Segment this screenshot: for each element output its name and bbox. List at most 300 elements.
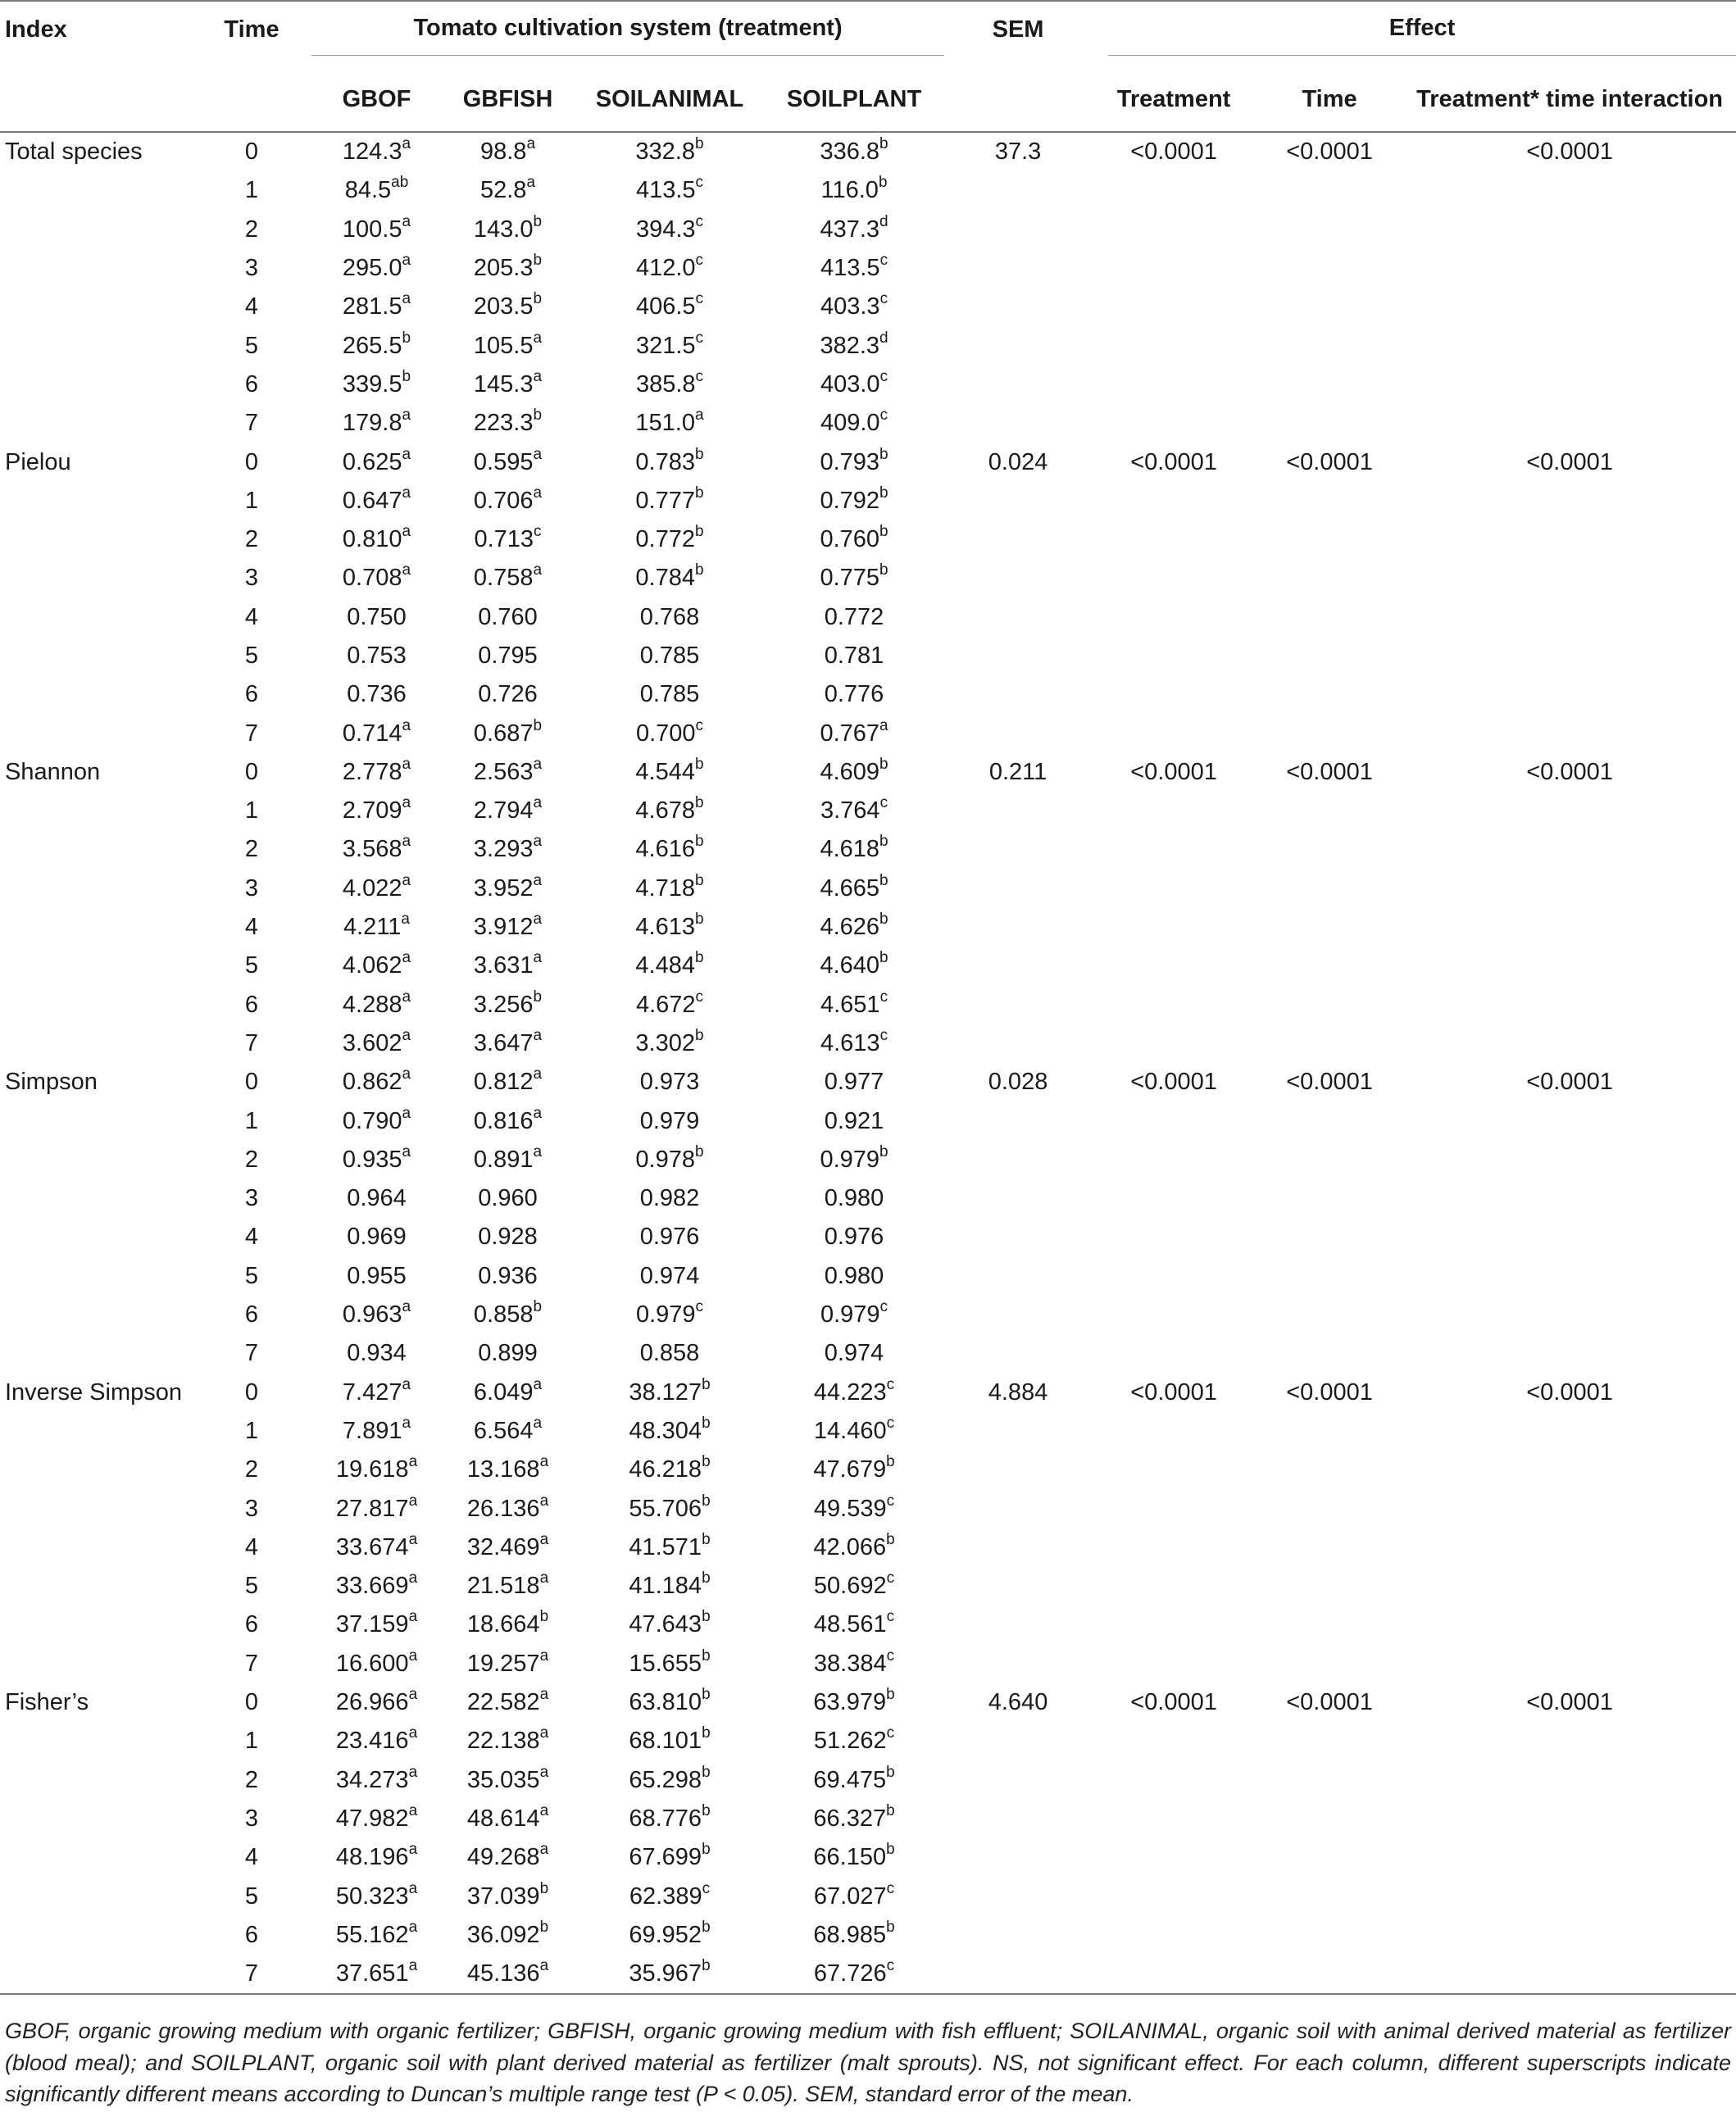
value-cell (764, 792, 944, 830)
sem-cell (944, 171, 1092, 210)
value-cell (440, 1955, 575, 1994)
value: 4.022 (342, 874, 402, 902)
value-cell (575, 1606, 764, 1644)
value-cell (764, 947, 944, 985)
value: 0.977 (824, 1069, 884, 1096)
table-row (0, 1141, 1736, 1179)
value-cell (575, 520, 764, 559)
effect-cell (1403, 366, 1736, 404)
effect-cell (1403, 792, 1736, 830)
superscript-letter: a (402, 794, 411, 812)
value-cell (313, 482, 440, 520)
sem-cell: 0.024 (988, 448, 1048, 475)
value-cell (440, 211, 575, 249)
sem-cell (944, 1451, 1092, 1489)
superscript-letter: b (879, 833, 888, 851)
effect-cell (1403, 908, 1736, 947)
superscript-letter: b (702, 1608, 711, 1626)
value-cell (440, 1838, 575, 1877)
superscript-letter: a (408, 1801, 418, 1819)
superscript-letter: b (702, 1801, 711, 1819)
value-cell (440, 830, 575, 869)
effect-cell (1256, 986, 1403, 1024)
superscript-letter: b (886, 1801, 895, 1819)
value: 35.967 (629, 1960, 702, 1987)
value: 67.699 (629, 1844, 702, 1871)
value-cell (764, 1024, 944, 1063)
superscript-letter: a (539, 1801, 549, 1819)
index-cell (0, 520, 190, 559)
superscript-letter: c (879, 1026, 888, 1044)
sem-cell (944, 559, 1092, 597)
value: 0.750 (347, 603, 407, 630)
table-row (0, 326, 1736, 365)
value: 4.618 (820, 836, 880, 863)
value-cell (575, 1024, 764, 1063)
effect-cell (1092, 1838, 1256, 1877)
effect-cell: <0.0001 (1286, 758, 1373, 785)
value: 105.5 (473, 332, 534, 359)
effect-cell (1092, 211, 1256, 249)
header-sem: SEM (992, 16, 1044, 43)
value-cell (764, 1451, 944, 1489)
superscript-letter: a (879, 716, 888, 734)
effect-cell: <0.0001 (1130, 758, 1217, 785)
effect-cell (1256, 520, 1403, 559)
index-cell (0, 288, 190, 326)
value: 4.544 (635, 758, 695, 785)
effect-cell (1256, 249, 1403, 288)
value-cell (575, 1683, 764, 1722)
table-row (0, 1567, 1736, 1606)
value-cell (575, 559, 764, 597)
effect-cell: <0.0001 (1130, 1378, 1217, 1406)
value: 69.952 (629, 1921, 702, 1948)
effect-cell (1256, 947, 1403, 985)
value-cell (313, 443, 440, 481)
index-cell (0, 1760, 190, 1799)
value-cell (313, 1257, 440, 1296)
value: 0.921 (824, 1107, 884, 1134)
table-row (0, 288, 1736, 326)
sem-cell (944, 1179, 1092, 1218)
value-cell (575, 1451, 764, 1489)
value: 3.256 (473, 991, 534, 1018)
value: 4.678 (635, 797, 695, 824)
index-cell (0, 249, 190, 288)
value: 0.713 (474, 526, 534, 553)
value: 48.561 (813, 1611, 887, 1638)
index-cell (0, 1451, 190, 1489)
superscript-letter: b (886, 1686, 895, 1704)
value: 382.3 (820, 332, 880, 359)
value-cell (764, 1334, 944, 1373)
value-cell (440, 1683, 575, 1722)
value-cell (764, 1955, 944, 1994)
time-cell: 2 (244, 526, 259, 553)
superscript-letter: b (878, 174, 888, 192)
time-cell: 5 (244, 1573, 259, 1600)
value-cell (440, 598, 575, 637)
index-cell: Fisher’s (5, 1689, 89, 1716)
value: 0.714 (342, 720, 402, 747)
effect-cell (1092, 1412, 1256, 1451)
superscript-letter: b (879, 871, 888, 889)
value-cell (313, 1838, 440, 1877)
effect-cell (1092, 1567, 1256, 1606)
sem-cell (944, 1645, 1092, 1683)
effect-cell (1256, 1024, 1403, 1063)
value-cell (764, 1567, 944, 1606)
sem-cell (944, 1916, 1092, 1955)
value: 63.979 (813, 1689, 887, 1716)
value: 0.979 (635, 1301, 696, 1329)
value-cell (313, 986, 440, 1024)
effect-cell (1092, 1528, 1256, 1567)
value: 51.262 (813, 1728, 887, 1755)
sem-cell (944, 792, 1092, 830)
superscript-letter: b (695, 561, 704, 579)
value-cell (575, 482, 764, 520)
superscript-letter: a (526, 174, 536, 192)
value: 0.700 (635, 720, 696, 747)
index-cell (0, 1645, 190, 1683)
value: 49.268 (466, 1844, 540, 1871)
value: 0.726 (478, 681, 538, 708)
value: 437.3 (820, 216, 880, 243)
time-cell: 4 (244, 1224, 259, 1251)
value-cell (575, 830, 764, 869)
value: 281.5 (342, 293, 402, 320)
value-cell (440, 675, 575, 714)
effect-cell (1092, 1451, 1256, 1489)
effect-cell (1403, 1101, 1736, 1140)
value-cell (575, 1412, 764, 1451)
value: 66.150 (813, 1844, 887, 1871)
value: 27.817 (335, 1495, 409, 1522)
table-row (0, 1179, 1736, 1218)
value: 42.066 (813, 1533, 887, 1560)
effect-cell (1092, 830, 1256, 869)
table-row (0, 1489, 1736, 1528)
superscript-letter: a (539, 1724, 549, 1742)
effect-cell (1256, 637, 1403, 675)
superscript-letter: b (695, 1142, 704, 1160)
value: 32.469 (466, 1533, 540, 1560)
value-cell (764, 714, 944, 752)
value-cell (764, 1838, 944, 1877)
value-cell (575, 598, 764, 637)
time-cell: 6 (244, 370, 259, 397)
value-cell (440, 482, 575, 520)
effect-cell (1256, 1955, 1403, 1994)
superscript-letter: b (539, 1879, 549, 1897)
effect-cell (1256, 908, 1403, 947)
value-cell (313, 1916, 440, 1955)
effect-cell (1256, 171, 1403, 210)
effect-cell (1256, 1606, 1403, 1644)
value-cell (764, 482, 944, 520)
value: 50.692 (813, 1573, 887, 1600)
superscript-letter: a (402, 135, 411, 153)
superscript-letter: c (886, 1724, 895, 1742)
value-cell (313, 598, 440, 637)
superscript-letter: a (408, 1957, 418, 1975)
value: 0.979 (820, 1301, 880, 1329)
value-cell (313, 211, 440, 249)
effect-cell (1092, 1800, 1256, 1838)
effect-cell (1403, 520, 1736, 559)
value-cell (313, 1334, 440, 1373)
value: 2.563 (473, 758, 534, 785)
value: 0.760 (820, 526, 880, 553)
superscript-letter: a (402, 1104, 411, 1122)
value-cell (440, 1296, 575, 1334)
value-cell (575, 1141, 764, 1179)
superscript-letter: c (886, 1375, 895, 1393)
value: 0.706 (473, 487, 534, 514)
value: 321.5 (635, 332, 696, 359)
index-cell (0, 1606, 190, 1644)
index-cell (0, 326, 190, 365)
superscript-letter: a (533, 911, 543, 929)
time-cell: 0 (244, 758, 259, 785)
index-cell (0, 1528, 190, 1567)
sem-cell (944, 211, 1092, 249)
value: 55.706 (629, 1495, 702, 1522)
superscript-letter: a (402, 949, 411, 967)
superscript-letter: b (695, 911, 704, 929)
time-cell: 4 (244, 603, 259, 630)
value-cell (764, 870, 944, 908)
effect-cell: <0.0001 (1526, 1378, 1613, 1406)
effect-cell (1092, 986, 1256, 1024)
value: 124.3 (342, 139, 402, 166)
value: 47.982 (335, 1805, 409, 1832)
value: 403.0 (820, 370, 880, 397)
value: 48.304 (629, 1417, 702, 1444)
effect-cell (1403, 947, 1736, 985)
value: 4.665 (820, 874, 880, 902)
time-cell: 1 (244, 1728, 259, 1755)
superscript-letter: b (879, 445, 888, 463)
table-row (0, 1760, 1736, 1799)
time-cell: 6 (244, 681, 259, 708)
value: 22.582 (466, 1689, 540, 1716)
value-cell (575, 404, 764, 443)
value: 63.810 (629, 1689, 702, 1716)
index-cell (0, 1916, 190, 1955)
superscript-letter: a (402, 1375, 411, 1393)
value-cell (313, 1412, 440, 1451)
value: 26.136 (466, 1495, 540, 1522)
effect-cell (1403, 1179, 1736, 1218)
table-row (0, 1800, 1736, 1838)
effect-cell (1403, 1334, 1736, 1373)
superscript-letter: a (533, 1104, 543, 1122)
value-cell (764, 1296, 944, 1334)
effect-cell (1092, 870, 1256, 908)
table-row (0, 1257, 1736, 1296)
index-cell (0, 404, 190, 443)
superscript-letter: a (533, 367, 543, 385)
effect-cell (1403, 1800, 1736, 1838)
value: 0.775 (820, 565, 880, 592)
value-cell (440, 1063, 575, 1101)
header-gbfish: GBFISH (462, 85, 553, 112)
superscript-letter: b (533, 1298, 543, 1316)
value: 41.184 (629, 1573, 702, 1600)
time-cell: 5 (244, 952, 259, 979)
superscript-letter: a (533, 329, 543, 347)
superscript-letter: a (695, 407, 704, 425)
value: 55.162 (335, 1921, 409, 1948)
superscript-letter: c (879, 252, 888, 270)
table-row (0, 520, 1736, 559)
value: 145.3 (473, 370, 534, 397)
time-cell: 2 (244, 1146, 259, 1173)
table-row (0, 1838, 1736, 1877)
value-cell (575, 1257, 764, 1296)
superscript-letter: a (533, 1065, 543, 1083)
value-cell (764, 830, 944, 869)
effect-cell (1092, 1760, 1256, 1799)
value: 68.101 (629, 1728, 702, 1755)
value: 0.976 (824, 1224, 884, 1251)
superscript-letter: a (408, 1646, 418, 1665)
value-cell (313, 1567, 440, 1606)
superscript-letter: c (695, 1298, 704, 1316)
value-cell (440, 792, 575, 830)
effect-cell (1256, 1800, 1403, 1838)
value-cell (575, 1334, 764, 1373)
sem-cell (944, 1838, 1092, 1877)
effect-cell (1403, 326, 1736, 365)
effect-cell (1092, 288, 1256, 326)
superscript-letter: a (539, 1646, 549, 1665)
value: 0.772 (635, 526, 695, 553)
value: 0.979 (820, 1146, 880, 1173)
superscript-letter: c (879, 407, 888, 425)
time-cell: 2 (244, 216, 259, 243)
table-row (0, 1683, 1736, 1722)
sem-cell (944, 366, 1092, 404)
value-cell (440, 753, 575, 792)
effect-cell (1256, 404, 1403, 443)
value: 3.764 (820, 797, 880, 824)
value: 14.460 (813, 1417, 887, 1444)
table-body (0, 132, 1736, 1994)
effect-cell (1256, 675, 1403, 714)
superscript-letter: a (526, 135, 536, 153)
effect-cell (1092, 1877, 1256, 1915)
value-cell (440, 326, 575, 365)
value: 0.858 (473, 1301, 534, 1329)
superscript-letter: c (886, 1957, 895, 1975)
value: 0.858 (639, 1340, 700, 1367)
table-row (0, 171, 1736, 210)
value-cell (313, 675, 440, 714)
sem-cell (944, 249, 1092, 288)
superscript-letter: a (402, 290, 411, 308)
superscript-letter: b (702, 1530, 711, 1548)
effect-cell (1092, 1296, 1256, 1334)
time-cell: 7 (244, 1340, 259, 1367)
effect-cell: <0.0001 (1130, 1689, 1217, 1716)
value: 0.960 (478, 1185, 538, 1212)
value-cell (764, 326, 944, 365)
effect-cell (1092, 1489, 1256, 1528)
value: 37.651 (335, 1960, 409, 1987)
value-cell (764, 1218, 944, 1256)
value-cell (440, 1489, 575, 1528)
value-cell (440, 1567, 575, 1606)
superscript-letter: c (695, 988, 704, 1006)
value-cell (313, 1101, 440, 1140)
sem-cell: 0.028 (988, 1069, 1048, 1096)
value: 2.709 (342, 797, 402, 824)
value: 41.571 (629, 1533, 702, 1560)
value: 0.760 (478, 603, 538, 630)
value: 413.5 (820, 255, 880, 282)
value-cell (313, 366, 440, 404)
superscript-letter: a (408, 1879, 418, 1897)
effect-cell (1256, 1722, 1403, 1760)
sem-cell (944, 947, 1092, 985)
value: 223.3 (473, 410, 534, 437)
value-cell (764, 559, 944, 597)
value-cell (440, 1024, 575, 1063)
superscript-letter: b (879, 1142, 888, 1160)
value: 0.934 (347, 1340, 407, 1367)
value-cell (764, 1800, 944, 1838)
effect-cell (1256, 1218, 1403, 1256)
time-cell: 1 (244, 1417, 259, 1444)
value-cell (764, 249, 944, 288)
value-cell (440, 1528, 575, 1567)
value: 205.3 (473, 255, 534, 282)
value: 67.027 (813, 1883, 887, 1910)
value: 0.976 (639, 1224, 700, 1251)
superscript-letter: a (402, 1026, 411, 1044)
value-cell (313, 288, 440, 326)
value-cell (440, 171, 575, 210)
effect-cell (1403, 1489, 1736, 1528)
time-cell: 3 (244, 255, 259, 282)
value: 0.790 (342, 1107, 402, 1134)
superscript-letter: a (533, 1142, 543, 1160)
index-cell (0, 1877, 190, 1915)
value-cell (575, 1877, 764, 1915)
effect-cell (1256, 1567, 1403, 1606)
value: 38.127 (629, 1378, 702, 1406)
value-cell (440, 1645, 575, 1683)
index-cell (0, 1838, 190, 1877)
value: 4.616 (635, 836, 695, 863)
sem-cell (944, 404, 1092, 443)
value: 0.792 (820, 487, 880, 514)
sem-cell (944, 598, 1092, 637)
value: 18.664 (466, 1611, 540, 1638)
header-treatment-group: Tomato cultivation system (treatment) (313, 1, 944, 67)
value: 33.674 (335, 1533, 409, 1560)
index-cell (0, 870, 190, 908)
superscript-letter: b (695, 949, 704, 967)
effect-cell (1403, 1916, 1736, 1955)
value-cell (764, 1760, 944, 1799)
effect-cell (1092, 1722, 1256, 1760)
superscript-letter: d (879, 212, 888, 230)
